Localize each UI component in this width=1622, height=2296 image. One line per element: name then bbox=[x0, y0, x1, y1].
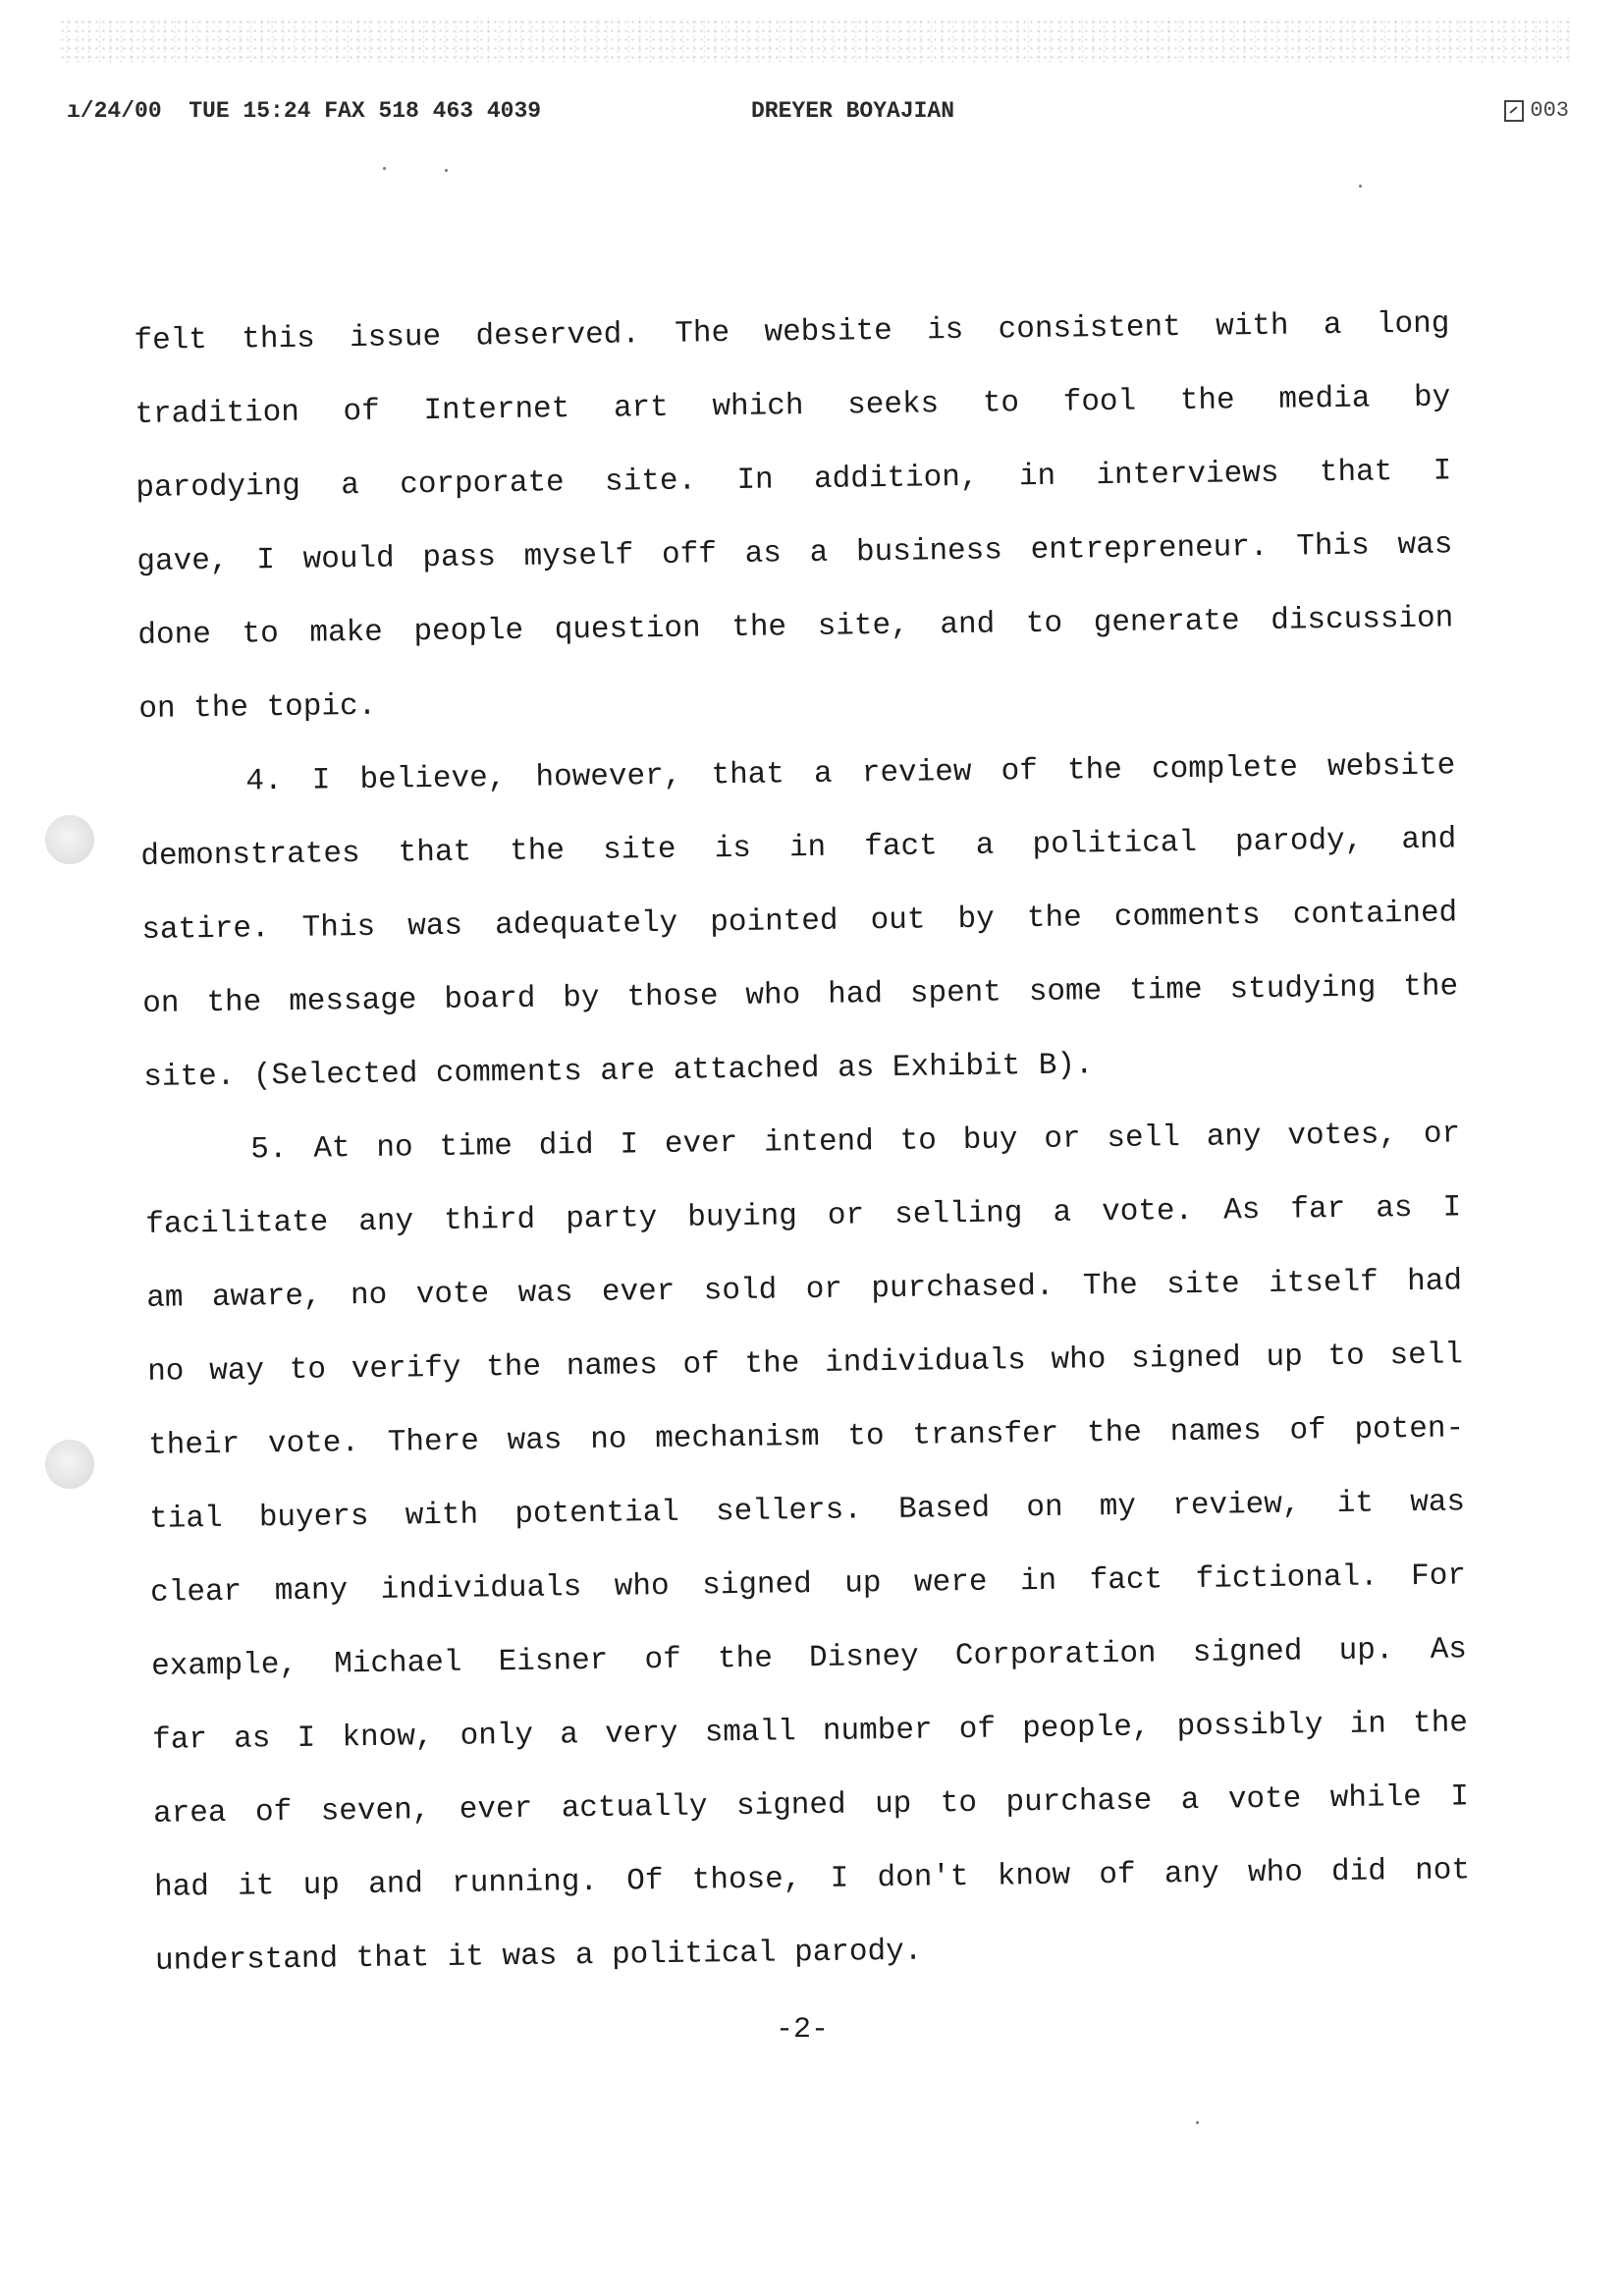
word: I bbox=[311, 763, 331, 798]
word: don't bbox=[877, 1860, 969, 1896]
word: review, bbox=[1172, 1487, 1301, 1524]
word: B). bbox=[1038, 1048, 1094, 1083]
word: addition, bbox=[813, 460, 979, 497]
word: 5. bbox=[250, 1132, 288, 1168]
word: had bbox=[827, 977, 884, 1012]
word: business bbox=[855, 533, 1003, 571]
word: example, bbox=[150, 1647, 298, 1684]
word: are bbox=[600, 1054, 656, 1089]
word: off bbox=[661, 537, 718, 573]
word: The bbox=[675, 316, 730, 352]
word: I bbox=[1442, 1190, 1462, 1226]
word: discussion bbox=[1271, 601, 1454, 638]
word: by bbox=[563, 980, 600, 1016]
word: a bbox=[1180, 1782, 1200, 1819]
word: far bbox=[151, 1722, 208, 1758]
word: to bbox=[242, 617, 279, 652]
word: ever bbox=[664, 1126, 738, 1162]
word: purchased. bbox=[871, 1269, 1054, 1307]
word: review bbox=[861, 754, 972, 792]
word: issue bbox=[349, 319, 442, 356]
word: on bbox=[142, 986, 180, 1021]
word: ever bbox=[459, 1791, 533, 1828]
word: the bbox=[717, 1641, 774, 1677]
word: a bbox=[1053, 1195, 1072, 1230]
word: board bbox=[444, 981, 536, 1017]
word: vote. bbox=[1101, 1193, 1194, 1230]
word: political bbox=[1032, 825, 1198, 863]
word: of bbox=[682, 1347, 721, 1383]
word: on bbox=[138, 691, 176, 727]
speck bbox=[445, 169, 448, 172]
word: while bbox=[1329, 1779, 1423, 1817]
word: out bbox=[870, 902, 926, 939]
document-body bbox=[134, 287, 1471, 1997]
word: in bbox=[1018, 459, 1056, 495]
word: comments bbox=[1113, 899, 1261, 935]
word: verify bbox=[351, 1350, 461, 1388]
word: those bbox=[626, 979, 719, 1015]
word: is bbox=[926, 312, 964, 349]
word: comments bbox=[435, 1055, 582, 1092]
word: tial bbox=[148, 1501, 223, 1537]
word: the bbox=[206, 985, 262, 1021]
word: parodying bbox=[135, 468, 301, 506]
speck bbox=[1359, 185, 1362, 188]
word: topic. bbox=[266, 688, 377, 726]
paragraph-3-continued bbox=[134, 287, 1455, 746]
word: with bbox=[1215, 308, 1289, 345]
word: or bbox=[1423, 1117, 1461, 1152]
word: myself bbox=[523, 538, 634, 574]
word: was bbox=[1397, 527, 1453, 564]
word: corporate bbox=[400, 465, 565, 503]
word: individuals bbox=[824, 1343, 1027, 1381]
word: buy bbox=[962, 1122, 1018, 1159]
word: of bbox=[343, 394, 381, 430]
word: site bbox=[1165, 1267, 1240, 1303]
word: complete bbox=[1151, 750, 1299, 788]
word: media bbox=[1278, 381, 1371, 417]
word: signed bbox=[735, 1787, 846, 1825]
word: satire. bbox=[141, 911, 270, 948]
word: the bbox=[509, 834, 566, 870]
word: of bbox=[1000, 753, 1039, 790]
word: to bbox=[940, 1785, 978, 1822]
word: was bbox=[517, 1276, 573, 1311]
word: a bbox=[809, 535, 829, 572]
word: interviews bbox=[1096, 456, 1279, 494]
word: or bbox=[1044, 1121, 1081, 1157]
word: up. bbox=[1338, 1633, 1394, 1669]
word: pointed bbox=[710, 903, 838, 941]
word: to bbox=[899, 1123, 938, 1159]
word: In bbox=[736, 463, 774, 498]
word: who bbox=[614, 1568, 670, 1605]
word: some bbox=[1028, 974, 1103, 1011]
word: clear bbox=[149, 1574, 243, 1611]
word: Of bbox=[626, 1864, 664, 1899]
word: buying bbox=[687, 1199, 798, 1235]
word: message bbox=[288, 983, 417, 1019]
word: as bbox=[1376, 1191, 1413, 1227]
word: a bbox=[341, 468, 360, 504]
word: pass bbox=[422, 540, 497, 576]
word: had bbox=[153, 1870, 210, 1905]
fax-page-indicator bbox=[1504, 98, 1569, 123]
word: up bbox=[874, 1786, 912, 1823]
word: of bbox=[1289, 1413, 1326, 1449]
word: no bbox=[589, 1422, 627, 1458]
speck bbox=[383, 167, 386, 170]
word: deserved. bbox=[475, 317, 641, 355]
word: vote. bbox=[267, 1426, 360, 1462]
word: was bbox=[1409, 1485, 1466, 1521]
word: is bbox=[714, 831, 752, 867]
word: it bbox=[237, 1869, 275, 1904]
word: any bbox=[358, 1204, 414, 1240]
word: contained bbox=[1292, 896, 1458, 933]
word: demonstrates bbox=[140, 837, 360, 874]
word: Disney bbox=[808, 1639, 919, 1676]
word: did bbox=[538, 1127, 594, 1164]
word: had bbox=[1406, 1264, 1463, 1300]
word: or bbox=[805, 1272, 843, 1308]
word: my bbox=[1099, 1489, 1137, 1525]
word: fact bbox=[1089, 1562, 1163, 1599]
word: gave, bbox=[136, 543, 229, 579]
word: a bbox=[560, 1718, 579, 1753]
word: vote bbox=[415, 1277, 490, 1313]
word: did bbox=[1330, 1854, 1387, 1890]
word: aware, bbox=[211, 1279, 322, 1316]
word: 4. bbox=[245, 764, 283, 799]
paragraph-5 bbox=[144, 1097, 1472, 1997]
word: question bbox=[554, 611, 701, 648]
word: time bbox=[1128, 972, 1203, 1009]
word: I bbox=[830, 1861, 849, 1896]
word: running. bbox=[451, 1864, 599, 1901]
word: it bbox=[1336, 1486, 1375, 1522]
word: site. bbox=[604, 464, 697, 500]
word: names bbox=[566, 1348, 659, 1385]
word: of bbox=[254, 1795, 293, 1831]
word: who bbox=[1247, 1855, 1304, 1891]
word: any bbox=[1163, 1856, 1219, 1892]
word: to bbox=[1025, 606, 1063, 642]
word: sell bbox=[1107, 1121, 1181, 1157]
word: This bbox=[1296, 528, 1370, 565]
word: a bbox=[975, 828, 995, 863]
word: I bbox=[256, 543, 276, 578]
word: was bbox=[406, 908, 463, 945]
word: make bbox=[309, 615, 384, 651]
word: it bbox=[447, 1940, 485, 1975]
word: their bbox=[147, 1427, 241, 1463]
word: was bbox=[507, 1423, 563, 1459]
fax-header bbox=[67, 98, 1569, 134]
word: those, bbox=[691, 1862, 802, 1898]
word: Eisner bbox=[498, 1643, 609, 1680]
word: selling bbox=[893, 1196, 1023, 1232]
word: of bbox=[958, 1712, 997, 1748]
word: buyers bbox=[258, 1499, 369, 1536]
word: that bbox=[398, 835, 472, 871]
word: and bbox=[367, 1867, 424, 1903]
word: no bbox=[350, 1278, 388, 1314]
page-number: -2- bbox=[776, 2013, 830, 2047]
word: know, bbox=[342, 1720, 434, 1756]
word: purchase bbox=[1005, 1783, 1153, 1821]
word: This bbox=[301, 909, 376, 946]
word: felt bbox=[134, 323, 208, 358]
word: sellers. bbox=[715, 1493, 863, 1530]
word: any bbox=[1206, 1120, 1262, 1155]
word: For bbox=[1410, 1558, 1467, 1595]
word: as bbox=[233, 1722, 271, 1757]
word: understand bbox=[154, 1941, 339, 1979]
word: site, bbox=[817, 608, 909, 644]
word: At bbox=[313, 1131, 351, 1167]
word: generate bbox=[1093, 604, 1240, 641]
word: entrepreneur. bbox=[1030, 529, 1269, 569]
word: the bbox=[1026, 901, 1082, 937]
word: a bbox=[574, 1939, 594, 1974]
word: political bbox=[611, 1936, 777, 1973]
word: a bbox=[813, 756, 833, 792]
word: the bbox=[1403, 969, 1459, 1006]
punch-hole-lower bbox=[45, 1440, 94, 1489]
fax-sender-name: DREYER BOYAJIAN bbox=[751, 98, 955, 124]
word: website bbox=[1326, 748, 1456, 786]
word: website bbox=[764, 313, 892, 351]
word: studying bbox=[1229, 970, 1377, 1008]
word: signed bbox=[701, 1567, 812, 1604]
word: way bbox=[209, 1353, 265, 1390]
word: I bbox=[620, 1127, 639, 1163]
word: no bbox=[376, 1130, 413, 1166]
word: and bbox=[940, 607, 996, 643]
fax-page-icon bbox=[1504, 100, 1524, 122]
word: people bbox=[413, 613, 524, 650]
word: the bbox=[1412, 1706, 1469, 1742]
word: As bbox=[1222, 1193, 1261, 1229]
word: that bbox=[711, 757, 785, 793]
word: the bbox=[731, 610, 787, 646]
word: to bbox=[1327, 1339, 1365, 1375]
word: a bbox=[1323, 307, 1342, 344]
word: party bbox=[566, 1201, 658, 1237]
word: the bbox=[485, 1349, 542, 1386]
word: to bbox=[982, 386, 1020, 421]
word: the bbox=[192, 690, 249, 727]
word: vote bbox=[1227, 1781, 1302, 1818]
word: possibly bbox=[1176, 1708, 1324, 1745]
word: as bbox=[837, 1051, 875, 1086]
word: site bbox=[602, 832, 676, 868]
word: in bbox=[1019, 1563, 1057, 1600]
word: I bbox=[1433, 454, 1452, 489]
word: (Selected bbox=[252, 1057, 418, 1094]
word: consistent bbox=[998, 310, 1181, 348]
word: Internet bbox=[423, 392, 570, 429]
word: actually bbox=[561, 1789, 708, 1827]
word: There bbox=[387, 1424, 480, 1460]
word: this bbox=[242, 321, 315, 357]
word: no bbox=[147, 1354, 185, 1390]
word: the bbox=[1066, 752, 1123, 789]
word: who bbox=[745, 978, 801, 1013]
word: of bbox=[1099, 1857, 1136, 1893]
word: fictional. bbox=[1195, 1559, 1379, 1597]
word: votes, bbox=[1287, 1118, 1398, 1154]
word: time bbox=[439, 1129, 514, 1165]
word: intend bbox=[763, 1124, 875, 1161]
word: believe, bbox=[359, 761, 507, 798]
word: fact bbox=[864, 829, 938, 865]
word: with bbox=[405, 1498, 479, 1534]
word: adequately bbox=[494, 905, 678, 944]
word: poten- bbox=[1354, 1411, 1465, 1448]
word: people, bbox=[1021, 1710, 1151, 1747]
word: and bbox=[1401, 822, 1457, 858]
word: many bbox=[274, 1573, 349, 1610]
word: names bbox=[1169, 1414, 1262, 1450]
word: potential bbox=[514, 1495, 680, 1533]
word: was bbox=[502, 1939, 558, 1975]
word: signed bbox=[1192, 1634, 1303, 1670]
word: itself bbox=[1268, 1265, 1379, 1301]
word: Corporation bbox=[954, 1636, 1157, 1674]
word: far bbox=[1290, 1191, 1346, 1228]
word: long bbox=[1376, 306, 1450, 343]
word: not bbox=[1414, 1853, 1471, 1889]
speck bbox=[1196, 2121, 1199, 2124]
word: however, bbox=[535, 758, 682, 795]
word: of bbox=[644, 1642, 682, 1678]
word: which bbox=[712, 389, 804, 425]
word: the bbox=[1179, 383, 1235, 419]
punch-hole-upper bbox=[45, 815, 94, 864]
word: know bbox=[997, 1858, 1071, 1894]
word: done bbox=[137, 617, 212, 653]
word: parody. bbox=[793, 1934, 923, 1971]
word: spent bbox=[909, 975, 1002, 1011]
word: individuals bbox=[380, 1570, 582, 1608]
word: parody, bbox=[1234, 823, 1364, 860]
paragraph-4 bbox=[139, 729, 1460, 1115]
word: Michael bbox=[333, 1645, 462, 1682]
word: small bbox=[704, 1715, 796, 1751]
word: sell bbox=[1389, 1338, 1464, 1374]
fax-page-number: 003 bbox=[1530, 98, 1569, 123]
word: in bbox=[1349, 1707, 1387, 1742]
word: were bbox=[913, 1564, 988, 1601]
word: area bbox=[152, 1795, 227, 1831]
word: As bbox=[1430, 1632, 1468, 1667]
word: up bbox=[1266, 1339, 1303, 1375]
word: I bbox=[297, 1721, 316, 1756]
word: who bbox=[1051, 1342, 1107, 1378]
word: very bbox=[604, 1716, 678, 1752]
word: fool bbox=[1062, 384, 1137, 420]
word: up bbox=[844, 1566, 882, 1602]
word: by bbox=[1413, 380, 1451, 415]
word: tradition bbox=[135, 395, 300, 432]
word: am bbox=[146, 1281, 184, 1316]
word: as bbox=[744, 536, 783, 572]
word: the bbox=[1086, 1415, 1143, 1451]
word: attached bbox=[673, 1051, 820, 1088]
word: signed bbox=[1130, 1340, 1241, 1377]
word: in bbox=[788, 830, 827, 866]
word: seeks bbox=[846, 387, 940, 423]
word: only bbox=[460, 1718, 534, 1754]
fax-transmission-info: ı/24/00 TUE 15:24 FAX 518 463 4039 bbox=[67, 98, 542, 124]
word: by bbox=[957, 902, 996, 938]
word: mechanism bbox=[655, 1419, 820, 1457]
word: or bbox=[827, 1198, 865, 1233]
word: facilitate bbox=[145, 1205, 329, 1242]
word: number bbox=[822, 1713, 933, 1749]
word: would bbox=[302, 541, 395, 577]
word: seven, bbox=[320, 1793, 431, 1830]
word: to bbox=[289, 1352, 327, 1389]
word: on bbox=[1026, 1490, 1063, 1526]
word: site. bbox=[143, 1059, 236, 1095]
word: that bbox=[355, 1941, 430, 1977]
word: that bbox=[1319, 455, 1393, 491]
word: transfer bbox=[912, 1416, 1059, 1453]
word: art bbox=[613, 390, 670, 426]
word: ever bbox=[601, 1274, 676, 1310]
word: sold bbox=[703, 1273, 778, 1309]
word: to bbox=[847, 1419, 885, 1454]
word: The bbox=[1082, 1268, 1138, 1304]
word: third bbox=[443, 1202, 536, 1238]
word: Based bbox=[897, 1491, 991, 1527]
word: up bbox=[302, 1868, 341, 1903]
word: the bbox=[744, 1346, 800, 1382]
word: Exhibit bbox=[892, 1049, 1021, 1085]
fax-noise-strip bbox=[59, 18, 1571, 65]
word: I bbox=[1450, 1779, 1470, 1815]
